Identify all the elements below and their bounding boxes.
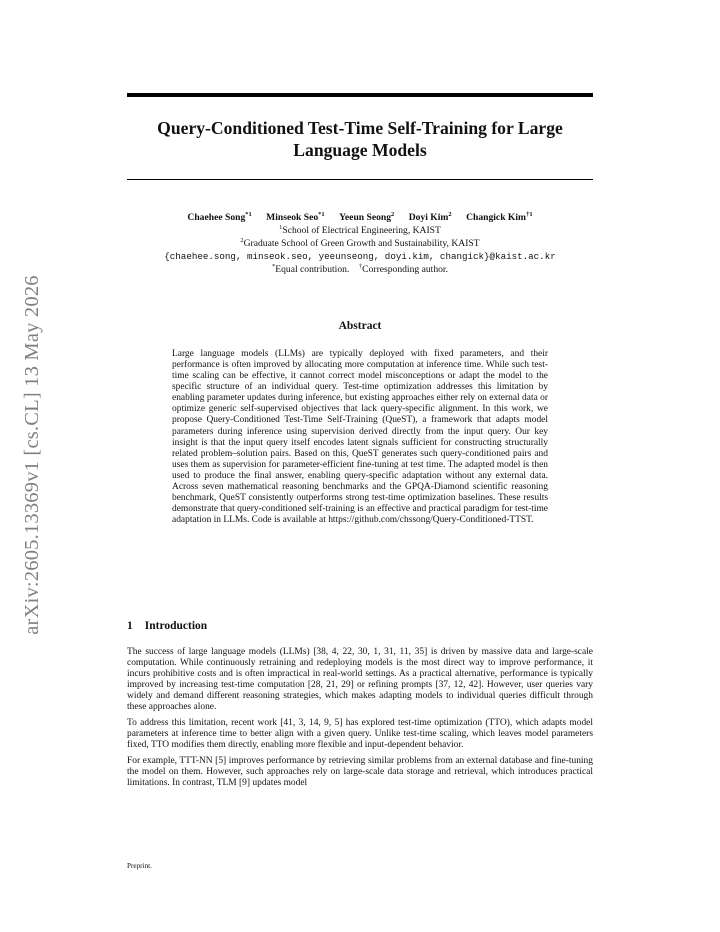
author-name: Minseok Seo$^{*1}$ <box>266 210 325 223</box>
arxiv-identifier: arXiv:2605.13369v1 [cs.CL] 13 May 2026 <box>21 275 43 635</box>
paragraph: To address this limitation, recent work [41, 3, 14, 9, 5] has explored test-time optimization (TTO), which adapts model parameters at inference time to better align with a given query. Unlike test-time scaling, which leaves model parameters fixed, TTO modifies them directly, enabling more flexible and input-dependent behavior. <box>127 718 593 750</box>
arxiv-sidebar <box>15 260 49 650</box>
author-block <box>100 211 620 276</box>
affiliation: $^2$Graduate School of Green Growth and Sustainability, KAIST <box>240 236 480 249</box>
author-name: Doyi Kim$^2$ <box>408 210 452 223</box>
author-name: Chaehee Song$^{*1}$ <box>187 210 252 223</box>
affiliation: $^1$School of Electrical Engineering, KAIST <box>279 223 441 236</box>
title-top-rule <box>127 93 593 97</box>
author-name: Changick Kim$^{\dagger 1}$ <box>466 210 533 223</box>
section-number: 1 <box>127 620 133 632</box>
paragraph: For example, TTT-NN [5] improves performance by retrieving similar problems from an external database and fine-tuning the model on them. However, such approaches rely on large-scale data storage and retrieval, which introduces practical limitations. In contrast, TLM [9] updates model <box>127 756 593 788</box>
title-bottom-rule <box>127 179 593 180</box>
abstract-heading: Abstract <box>338 320 382 332</box>
section-title: Introduction <box>144 620 208 632</box>
author-notes: *Equal contribution. †Corresponding author. <box>272 262 448 275</box>
section-heading <box>127 620 207 632</box>
paragraph: The success of large language models (LLMs) [38, 4, 22, 30, 1, 31, 11, 35] is driven by massive data and large-scale computation. While continuously retraining and redeploying models is the most direct way to improve performance, it incurs prohibitive costs and is often impractical in real-world settings. As a practical alternative, performance is typically improved by increasing test-time computation [28, 21, 29] or refining prompts [37, 12, 42]. However, user queries vary widely and demand different reasoning strategies, which makes adapting models to individual queries difficult through these approaches alone. <box>127 647 593 712</box>
author-list <box>100 211 620 224</box>
section-body <box>127 647 593 794</box>
author-name: Yeeun Seong$^2$ <box>339 210 395 223</box>
preprint-footer: Preprint. <box>127 862 152 870</box>
abstract-text: Large language models (LLMs) are typically deployed with fixed parameters, and their performance is often improved by allocating more computation at inference time. While such test-time scaling can be effective, it cannot correct model misconceptions or adapt the model to the specific structure of an individual query. Test-time optimization addresses this limitation by enabling parameter updates during inference, but existing approaches either rely on external data or optimize generic self-supervised objectives that lack query-specific alignment. In this work, we propose Query-Conditioned Test-Time Self-Training (QueST), a framework that adapts model parameters during inference using supervision derived directly from the input query. Our key insight is that the input query itself encodes latent signals sufficient for constructing structurally related problem–solution pairs. Based on this, QueST generates such query-conditioned pairs and uses them as supervision for parameter-efficient fine-tuning at test time. The adapted model is then used to produce the final answer, enabling query-specific adaptation without any external data. Across seven mathematical reasoning benchmarks and the GPQA-Diamond scientific reasoning benchmark, QueST consistently outperforms strong test-time optimization baselines. These results demonstrate that query-conditioned self-training is an effective and practical paradigm for test-time adaptation in LLMs. Code is available at https://github.com/chssong/Query-Conditioned-TTST. <box>172 349 548 526</box>
paper-title: Query-Conditioned Test-Time Self-Training for Large Language Models <box>157 118 563 160</box>
author-emails: {chaehee.song, minseok.seo, yeeunseong, doyi.kim, changick}@kaist.ac.kr <box>164 251 556 262</box>
